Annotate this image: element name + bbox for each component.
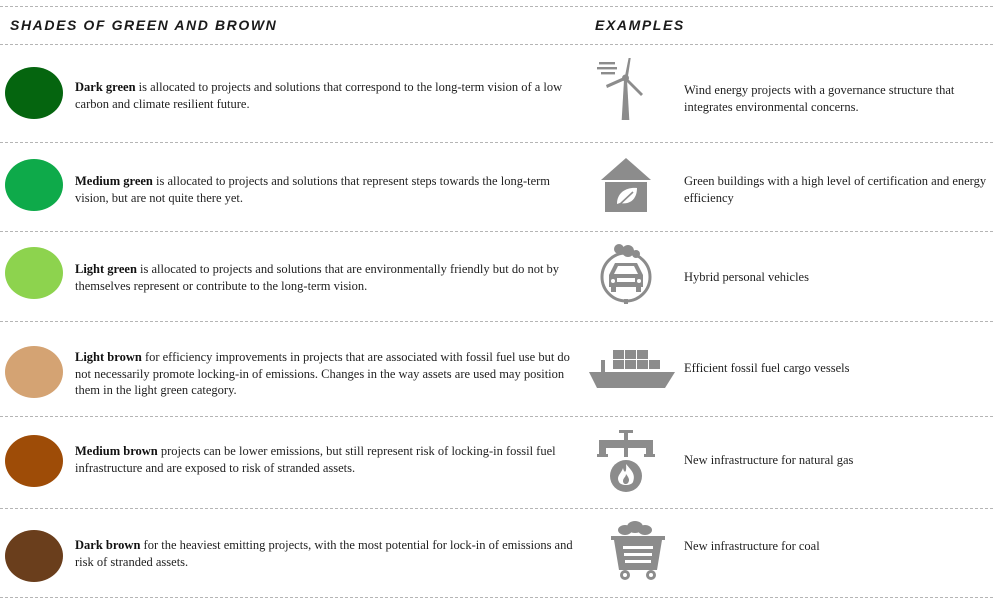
shade-name: Dark green [75, 80, 136, 94]
shade-name: Light green [75, 262, 137, 276]
shade-text: projects can be lower emissions, but still represent risk of locking-in fossil fuel infrastructure and are exposed to risk of stranded assets. [75, 444, 556, 475]
examples-header: EXAMPLES [595, 17, 685, 33]
separator [0, 44, 993, 45]
color-swatch [5, 67, 63, 119]
gas-pipeline-icon [593, 430, 659, 492]
example-text: New infrastructure for natural gas [684, 453, 854, 467]
color-swatch [5, 530, 63, 582]
cargo-ship-icon [589, 342, 677, 404]
shade-name: Medium green [75, 174, 153, 188]
shades-header: SHADES OF GREEN AND BROWN [10, 17, 278, 33]
shade-description [75, 173, 580, 206]
separator [0, 6, 993, 7]
coal-cart-icon [605, 520, 671, 582]
color-swatch [5, 435, 63, 487]
wind-turbine-icon [597, 58, 663, 120]
shade-description [75, 261, 580, 294]
separator [0, 142, 993, 143]
example-text: Efficient fossil fuel cargo vessels [684, 361, 850, 375]
shade-text: for the heaviest emitting projects, with the most potential for lock-in of emissions and risk of stranded assets. [75, 538, 573, 569]
shade-name: Light brown [75, 350, 142, 364]
shade-description [75, 537, 580, 570]
green-building-icon [593, 154, 659, 216]
separator [0, 321, 993, 322]
shade-description [75, 349, 580, 399]
separator [0, 508, 993, 509]
example-text: Hybrid personal vehicles [684, 270, 809, 284]
example-text: New infrastructure for coal [684, 539, 820, 553]
shade-text: for efficiency improvements in projects that are associated with fossil fuel use but do not necessarily promote locking-in of emissions. Changes in the way assets are used may position them in the light green category. [75, 350, 570, 397]
separator [0, 416, 993, 417]
hybrid-car-icon [593, 243, 659, 305]
separator [0, 231, 993, 232]
shade-description [75, 443, 580, 476]
shade-name: Dark brown [75, 538, 141, 552]
color-swatch [5, 346, 63, 398]
color-swatch [5, 159, 63, 211]
example-text: Wind energy projects with a governance structure that integrates environmental concerns. [684, 83, 955, 114]
shade-text: is allocated to projects and solutions that are environmentally friendly but do not by themselves represent or contribute to the long-term vision. [75, 262, 560, 293]
shade-text: is allocated to projects and solutions that correspond to the long-term vision of a low carbon and climate resilient future. [75, 80, 563, 111]
shade-text: is allocated to projects and solutions that represent steps towards the long-term vision, but are not quite there yet. [75, 174, 551, 205]
color-swatch [5, 247, 63, 299]
separator [0, 597, 993, 598]
shade-name: Medium brown [75, 444, 158, 458]
shade-description [75, 79, 580, 112]
example-text: Green buildings with a high level of certification and energy efficiency [684, 174, 987, 205]
